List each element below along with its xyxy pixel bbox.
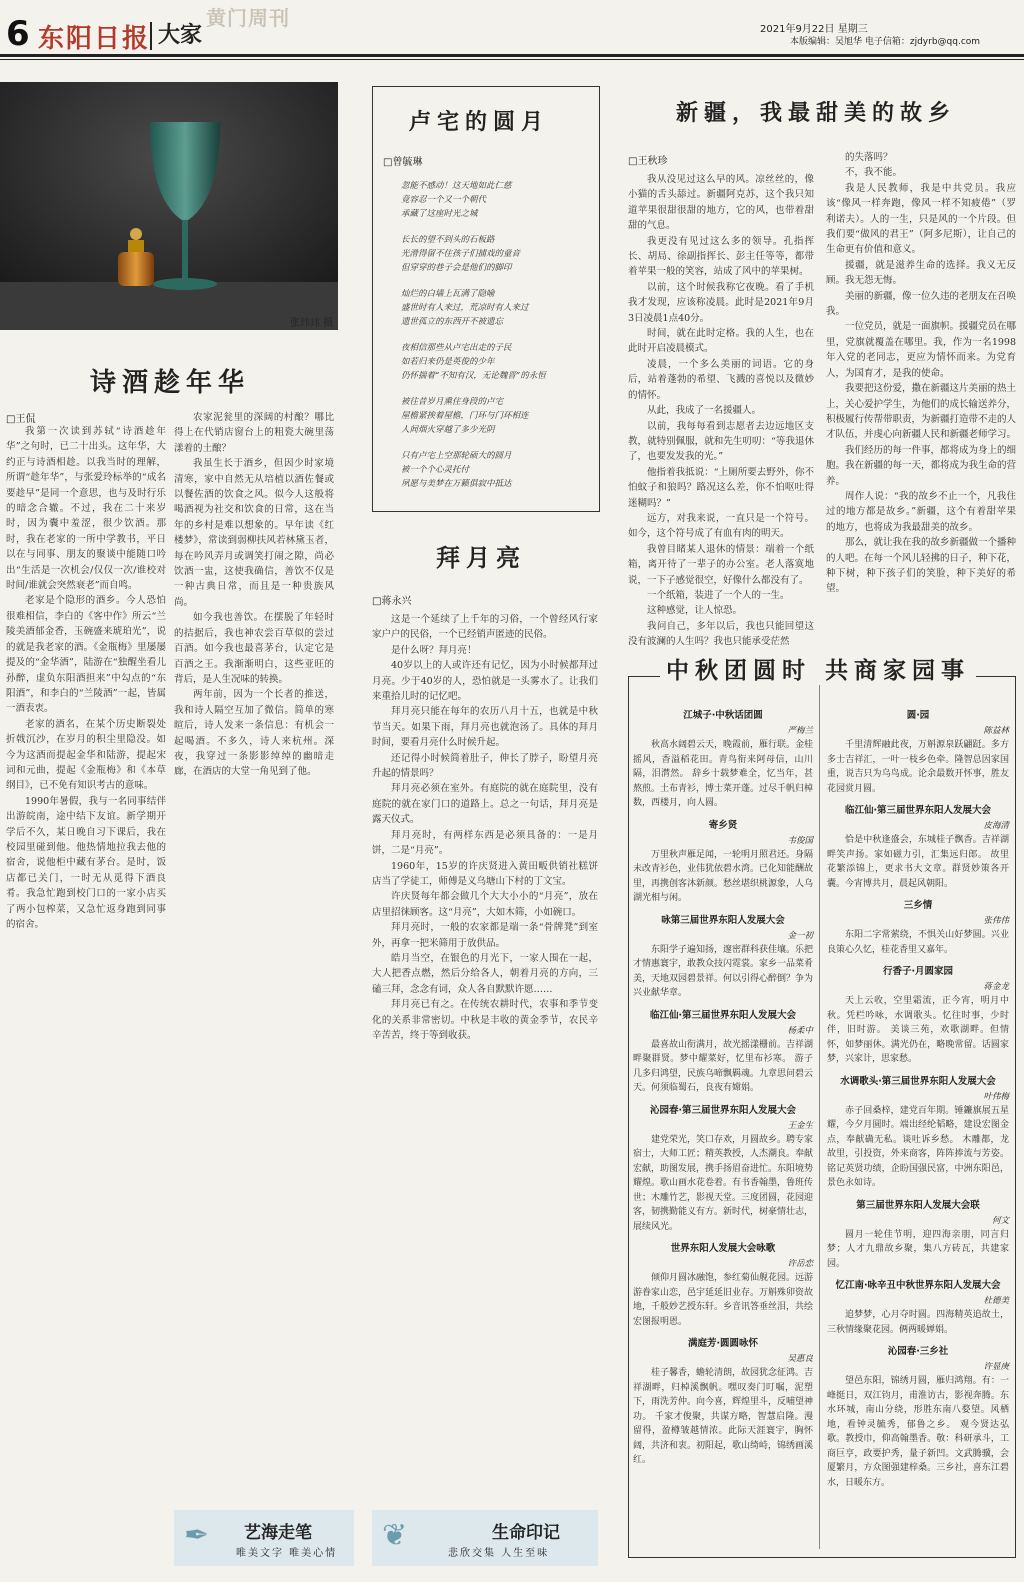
poem-text: 恰是中秋逢盛会，东城桂子飘香。吉祥湖畔笑声扬。家如磁力引，汇集远归郎。 故里花繁添锦上，更求书大文章。群贤妙策各开囊。今宵博共月，晨起风朝阳。	[827, 835, 1009, 889]
page-header	[0, 0, 1024, 62]
banner-slogan: 悲欣交集 人生至味	[448, 1548, 550, 1559]
article-body-col1	[628, 172, 814, 648]
festival-poems-box	[628, 676, 1016, 1558]
poem-heading: 圆·园	[906, 710, 930, 721]
poem-heading: 世界东阳人发展大会咏歌	[670, 1243, 776, 1254]
poem-author: 杨柔中	[787, 1025, 813, 1036]
paragraph: 这种感觉，让人惊恐。	[647, 605, 743, 617]
article-body-col2	[174, 410, 334, 1500]
poem-author: 许显庚	[983, 1362, 1009, 1372]
poem-text: 倾仰月圆冰融饱，参红菊仙舰花园。远游游眷家山恋，邑宇延延旧业存。万斛殊卯资故地，千般妙艺授东轩。乡音讯答垂丝泪，共绘宏图报明恩。	[633, 1273, 814, 1327]
paragraph: 我们经历的每一件事，都将成为身上的细胞。我在新疆的每一天，都将成为我生命的营养。	[826, 444, 1017, 487]
poem-text: 东阳学子遍知扬，邃密群科获佳壤。乐把才情惠寰宇，敢教众技闪霓裳。家乡一品菜肴美，天地双园碧景祥。何以引得心醉倒？争为兴业献华章。	[633, 944, 814, 998]
paragraph: 如今我也善饮。在摆脱了年轻时的拮据后，我也神农尝百草似的尝过百酒。如今我也最喜茅台，认定它是百酒之王。我渐渐明白，这些亚旺的背后，是人生况味的转换。	[174, 612, 334, 685]
poem-heading: 满庭芳·圆圆咏怀	[687, 1338, 759, 1349]
poem-author: 许岳恋	[787, 1259, 813, 1269]
article-body-col2	[826, 150, 1016, 634]
paragraph: 以前，我每每看到志愿者去边远地区支教，就特别佩服，就和先生叨叨：“等我退休了，也要发发我的光。”	[628, 420, 814, 463]
poem-text: 东阳二字常萦绕，不惧关山好梦圆。兴业良策心久忆，桂花香里又嘉年。	[827, 930, 1009, 955]
poem-heading: 第三届世界东阳人发展大会联	[856, 1199, 980, 1211]
poem-heading: 江城子·中秋话团圆	[683, 710, 763, 721]
byline: □蒋永兴	[372, 596, 412, 607]
paragraph: 的失落吗？	[845, 152, 893, 163]
paragraph: 以前，这个时候我称它夜晚。看了手机我才发现，应该称凌晨。此时是2021年9月3日凌晨1点40分。	[628, 281, 814, 324]
poem-heading: 沁园春·第三届世界东阳人发展大会	[649, 1104, 797, 1116]
poem-line: 被一个个心灵托付	[401, 465, 470, 475]
header-rule	[0, 54, 1024, 57]
banner-title: 生命印记	[492, 1523, 560, 1543]
article-title: 拜月亮	[436, 543, 526, 572]
poem-author: 陈益林	[983, 726, 1009, 736]
paragraph: 我更没有见过这么多的领导。孔指挥长、胡局、徐副指挥长、彭主任等等，都带着苹果一般的笑容，站成了风中的苹果树。	[628, 235, 814, 278]
festival-title: 中秋团圆时 共商家园事	[660, 652, 976, 685]
leaf-icon: ❦	[382, 1518, 408, 1553]
poem-text: 最喜故山衔满月，故光摇漾栅前。吉祥湖畔聚群贤。梦中耀菜好，忆里布衫寒。 游子几多归鸿望，民族乌啼飘羁魂。九章思问碧云天。何须临蜀石，良夜有嫦娟。	[633, 1039, 814, 1093]
poem-box	[372, 86, 600, 512]
poem-line: 屋檐紧挨着屋檐，门环与门环相连	[401, 411, 529, 421]
poem-heading: 忆江南·咏辛丑中秋世界东阳人发展大会	[835, 1280, 1001, 1291]
poem-line: 遗世孤立的东西开不被遗忘	[401, 317, 504, 327]
poem-heading: 水调歌头·第三届世界东阳人发展大会	[840, 1075, 996, 1087]
issue-date: 2021年9月22日 星期三	[760, 24, 868, 35]
poem-line: 忽能不感动！这天地如此仁慈	[401, 181, 512, 191]
poem-line: 长长的望不到头的石板路	[401, 235, 495, 245]
editor-line: 本版编辑：吴旭华 电子信箱：zjdyrb@qq.com	[790, 37, 981, 47]
poem-author: 叶伟梅	[983, 1091, 1009, 1102]
poem-text: 千里清辉融此夜，万斛源泉跃翩跹。多方多士吉祥汇，一叶一枝乡色牵。隆智总因家国重，说吉只为乌鸟成。论余最数开怀事，胜友花园赏月圆。	[827, 740, 1009, 794]
byline: □王侃	[6, 414, 36, 425]
paragraph: 农家泥瓮里的深阔的村酿？哪比得上在代销店窗台上的粗瓷大碗里荡漾着的土酿？	[174, 412, 334, 454]
poem-text: 万里秋声雁足闻，一轮明月照君还。身隔未改青衫色，业伟犹依碧水湾。已化知能酬故里，再携创客沐新颜。愁丝堪织桃源象，人乌湖光相与闲。	[633, 849, 814, 903]
article-title: 诗酒趁年华	[90, 368, 251, 398]
paragraph: 美丽的新疆，像一位久违的老朋友在召唤我。	[826, 290, 1017, 318]
poem-text: 秋高水阔碧云天，晚霞前，雁行联。金桂摇风，香溢稻花田。青鸟衔来阿母信，山川隔，泪潸然。 辞乡十载梦难全，忆当年，甚熬煎。土布青衫，博士菜开蓬。过尽千帆归棹数，西楼月，向人圆。	[633, 740, 814, 808]
section-name: 大家	[158, 23, 203, 48]
poem-text: 天上云收，空里霜流，正今宵，明月中秋。凭栏吟咏，水调歌头。忆往时事，少时伴，旧时游。 美谈三苑，欢歌湖畔。但情怀，如梦丽休。满光仍在，略晚常留。话圆家梦，兴家计，思家愁。	[827, 996, 1009, 1064]
page-number: 6	[6, 14, 30, 54]
pen-icon: ✒	[184, 1518, 210, 1553]
column-banner-life	[372, 1510, 598, 1566]
poem-heading: 三乡情	[903, 900, 933, 911]
poem-author: 张伟伟	[983, 916, 1009, 926]
poem-heading: 临江仙·第三届世界东阳人发展大会	[649, 1009, 797, 1021]
banner-title: 艺海走笔	[244, 1523, 312, 1543]
poem-author: 严梅兰	[787, 726, 813, 736]
column-name: 黄门周刊	[206, 6, 290, 30]
poem-line: 夙愿与美梦在万籁俱寂中抵达	[401, 479, 512, 489]
paragraph: 时间，就在此时定格。我的人生，也在此时开启凌晨模式。	[628, 328, 814, 355]
paragraph: 凌晨，一个多么美丽的词语。它的身后，站着蓬勃的希望、飞溅的喜悦以及微妙的情怀。	[628, 358, 814, 401]
paragraph: 拜月亮时，一般的农家都是端一条“骨牌凳”到室外，再拿一把米筛用于放供品。	[372, 922, 598, 949]
wine-glass-image	[0, 82, 338, 330]
column-banner-art	[174, 1510, 354, 1566]
paragraph: 我从没见过这么早的风。凉丝丝的，像小猫的舌头舔过。新疆阿克苏，这个我只知道苹果很甜很甜的地方，它的风，也带着甜甜的气息。	[628, 174, 814, 232]
poem-heading: 行香子·月圆家园	[882, 966, 954, 977]
paragraph: 许庆贤每年都会做几个大大小小的“月亮”，放在店里招徕顾客。这“月亮”，大如木筛，小如碗口。	[372, 891, 598, 918]
poem-line: 光滑得留不住孩子们捕戏的童音	[401, 249, 521, 259]
paragraph: 不，我不能。	[845, 167, 903, 179]
column-divider	[819, 683, 820, 1549]
paragraph: 那么，就让我在我的故乡新疆做一个播种的人吧。在每一个风儿轻拂的日子，种下花，种下树，种下孩子们的笑脸，种下美好的希望。	[826, 537, 1017, 595]
paragraph: 他指着我抵说：“上厕所要去野外，你不怕蚊子和狼吗？路况这么差，你不怕呕吐得迷糊吗？”	[628, 466, 814, 509]
poem-line: 竟容忍一个又一个朝代	[401, 195, 487, 205]
poem-title: 卢宅的圆月	[409, 109, 550, 135]
paragraph: 周作人说：“我的故乡不止一个，凡我住过的地方都是故乡。”新疆，这个有着甜苹果的地方，也将成为我最甜美的故乡。	[826, 490, 1016, 533]
paragraph: 一个纸箱，装进了一个人的一生。	[647, 589, 790, 601]
paragraph: 老家的酒名，在某个历史断裂处折戟沉沙，在岁月的积尘里隐没。如今为这酒而提起金华和陆游，提起宋词和元曲，提起《金瓶梅》和《本草纲目》，已不免有知识考古的意味。	[6, 718, 166, 792]
newspaper-name: 东阳日报	[38, 24, 151, 54]
paragraph: 我问自己，多年以后，我也只能回望这没有波澜的人生吗？我也只能承受茫然	[628, 620, 814, 648]
paragraph: 拜月亮已有之。在传统农耕时代，农事和季节变化的关系非常密切。中秋是丰收的黄金季节，农民辛辛苦苦，终于等到收获。	[372, 999, 598, 1041]
byline: □曾毓琳	[383, 157, 423, 168]
paragraph: 拜月亮只能在每年的农历八月十五，也就是中秋节当天。如果下雨，拜月亮也就泡汤了。具体的拜月时间，要看月亮什么时候升起。	[372, 706, 598, 749]
poem-text: 建党荣光，笑口存欢，月圆故乡。聘专家宿士，大师工匠；精英教授，人杰潮良。奉献宏献，助图发展，携手扬眉奋进忙。东阳境势耀煌。歌山画水花卷着。有书香翰墨，鲁班传世；木雕竹艺，影视天堂。三度团圆，花园迎客，韧携勤能义有方。新时代，树豪情壮志，展续风光。	[633, 1134, 814, 1232]
poem-text: 望邑东阳，锦绣月圆，雁归鸿翔。有：一峰挺日，双江钧月，甫淮访古，影视奔腾。东水环城，南山分绕，形胜东南八婺望。风栖地，看钟灵毓秀，郁鲁之乡。 观今贤达弘歌。教授巾，仰高翰墨香。敬：科研承斗，工商巨亨，政要护秀，量子新凹。文武腾骥，会厦繁月，方众图强建梓桑。三乡社，喜东江碧水，日暖东方。	[827, 1376, 1009, 1488]
paragraph: 是什么呀？拜月亮！	[391, 644, 477, 656]
poem-line: 被往昔岁月熏住身段的卢宅	[401, 397, 504, 407]
poem-line: 夜相信那些从卢宅出走的子民	[401, 343, 512, 353]
paragraph: 老家是个隐形的酒乡。今人恐怕很难相信，李白的《客中作》所云“兰陵美酒郁金香，玉碗盛来琥珀光”，说的就是我老家的酒。《金瓶梅》里屡屡提及的“金华酒”，陆游在“独醒坐看儿孙醉，虚负东阳酒担来”中勾点的“东阳酒”，和李白的“兰陵酒”一起，皆属一酒表衷。	[6, 595, 166, 715]
paragraph: 两年前，因为一个长者的推送，我和诗人隔空互加了微信。简单的寒暄后，诗人发来一条信息：有机会一起喝酒。不多久，诗人来杭州。深夜，我穿过一条影影绰绰的幽暗走廊，在酒店的大堂一角见到了他。	[174, 689, 334, 778]
poem-line: 但穿穿的巷子会是他们的脚印	[401, 263, 512, 273]
poem-line: 盛世时有人来过，荒凉时有人来过	[401, 303, 529, 313]
paragraph: 一位党员，就是一面旗帜。援疆党员在哪里，党旗就覆盖在哪里。我，作为一名1998年入党的老同志，更应为情怀而来。为党育人，为国育才，是我的使命。	[826, 321, 1017, 379]
header-rule-thin	[0, 59, 1024, 60]
header-divider	[150, 22, 152, 50]
paragraph: 1960年，15岁的许庆贤进入黄田畈供销社糕饼店当了学徒工，师傅是义乌塘山下村的丁文宝。	[372, 860, 598, 887]
poem-text: 圆月一轮佳节明，迎四海亲朋，同言归梦；人才九鼎故乡聚，集八方砖瓦，共建家园。	[827, 1229, 1009, 1269]
paragraph: 我虽生长于酒乡，但因少时家境清寒，家中自然无从培植以酒佐餐或以餐佐酒的饮食之风。似今人这般将喝酒视为社交和饮食的日常，这在当年的乡村是难以想象的。早年读《红楼梦》，常读到弱柳扶风若林黛玉者，每在吟风弄月或调笑打闹之隙，尚必饮酒一盅，这使我确信，善饮不仅是一种古典日常，而且是一种贵族风尚。	[174, 458, 334, 608]
article-title: 新疆，我最甜美的故乡	[676, 100, 957, 126]
paragraph: 远方，对我来说，一直只是一个符号。如今，这个符号成了有血有肉的明天。	[628, 512, 814, 540]
festival-col-a	[629, 677, 817, 1555]
paragraph: 还记得小时候简着肚子，伸长了脖子，盼望月亮升起的情景吗？	[372, 752, 598, 780]
poem-heading: 寄乡贤	[708, 819, 738, 831]
poem-line: 如若归来仍是英俊的少年	[401, 357, 495, 367]
byline: □王秋珍	[628, 156, 668, 167]
paragraph: 我是人民教师，我是中共党员。我应该“像风一样奔跑，像风一样不知疲倦”（罗利诺夫）。人的一生，只是风的一个片段。但我们要“做风的君王”（阿多尼斯），让自己的生命更有价值和意义。	[826, 182, 1016, 256]
poem-author: 杜德美	[983, 1296, 1009, 1306]
poem-text: 赤子回桑梓，建党百年期。锤鐮旗展五星耀，今夕月圆时。端出经纶韬略，建设宏图金点，奉献确无私。谈吐诉乡愁。 木雕都，龙故里，引投资，外来商客，阵阵捧流与芳姿。铭记英贤功绩，企盼国强民富，中洲东阳邑，景色永如诗。	[827, 1105, 1009, 1188]
poem-author: 王金生	[787, 1120, 813, 1131]
poem-text: 桂子馨香，蟾轮清朗，故园犹念征鸿。吉祥湖畔，归棹溪飘帆。嘿叹奏门叮嘱，泥塑下，雨洗芳仲。向今喜，辉煌里斗，反哺望神功。 千家才俊聚，共谋方略，智慧启隆。漫留得，盈樽皱越情浓。此际天涯寰宇，胸怀阔，共济和衷。初阳起，歌山绮峙，锦绣画溪红。	[633, 1368, 814, 1465]
poem-heading: 咏第三届世界东阳人发展大会	[661, 914, 785, 926]
poem-line: 灿烂的白墙上瓦满了隐喻	[401, 289, 495, 299]
poem-body	[401, 179, 591, 491]
paragraph: 40岁以上的人或许还有记忆，因为小时候都拜过月亮。少于40岁的人，恐怕就是一头雾水了。让我们来重拾儿时的记忆吧。	[372, 660, 598, 703]
poem-heading: 临江仙·第三届世界东阳人发展大会	[844, 805, 992, 816]
photo-credit: 张玮玮 摄	[290, 318, 334, 329]
poem-line: 仍怀揣着“不知有汉，无论魏晋”的永恒	[401, 371, 546, 381]
poem-author: 皮海清	[983, 821, 1009, 831]
paragraph: 我要把这份爱，撒在新疆这片美丽的热土上，关心爱护学生，为他们的成长输送养分，积极履行传帮带职责，为新疆打造带不走的人才队伍，并虔心向新疆人民和新疆老师学习。	[826, 383, 1017, 441]
poem-line: 人间烟火穿越了多少光阴	[401, 425, 495, 435]
poem-author: 金一初	[787, 930, 813, 941]
paragraph: 拜月亮时，有两样东西是必须具备的：一是月饼，二是“月亮”。	[372, 829, 598, 857]
paragraph: 这是一个延续了上千年的习俗，一个曾经风行家家户户的民俗，一个已经销声匿迹的民俗。	[372, 614, 598, 641]
poem-author: 何文	[991, 1215, 1009, 1226]
poem-text: 追梦梦，心月夺时圆。四海精英追故土，三秋情缘聚花园。俩两暖婵娟。	[827, 1310, 1009, 1335]
banner-slogan: 唯美文字 唯美心情	[236, 1548, 338, 1559]
paragraph: 援疆，就是滋养生命的选择。我义无反顾。我无怨无悔。	[826, 259, 1016, 287]
poem-author: 吴惠良	[787, 1354, 813, 1364]
poem-author: 韦俊国	[787, 835, 813, 846]
article-body	[372, 612, 598, 1502]
paragraph: 从此，我成了一名援疆人。	[647, 405, 762, 417]
poem-heading: 沁园春·三乡社	[887, 1346, 949, 1357]
paragraph: 皓月当空，在银色的月光下，一家人围在一起，大人把香点燃，然后分给各人，朝着月亮的方向，三磕三拜，念念有词，众人各自默默许愿……	[372, 952, 598, 995]
poem-author: 蒋金龙	[983, 982, 1009, 992]
paragraph: 我曾目睹某人退休的情景：端着一个纸箱，离开待了一辈子的办公室。老人落寞地说，一下子感觉很空，好像什么都没有了。	[628, 543, 814, 586]
poem-line: 只有卢宅上空那轮硕大的圆月	[401, 451, 512, 461]
article-body-col1	[6, 424, 166, 1574]
paragraph: 我第一次读到苏轼“诗酒趁年华”之句时，已二十出头。这年华，大约正与诗酒相趁。以我当时的理解，所谓“趁年华”，与张爱玲标举的“成名要趁早”是同一个意思，也与及时行乐的暗念合辙。不过，我在二十来岁时，因为囊中羞涩，很少饮酒。那时，我在老家的一所中学教书，平日以在与同事、朋友的聚谈中能随口吟出“生活是一次机会/仅仅一次/谁校对时间/谁就会突然衰老”而自鸣。	[6, 426, 166, 592]
festival-col-b	[823, 677, 1013, 1555]
paragraph: 1990年暑假，我与一名同事结伴出游皖南，途中结下友谊。新学期开学后不久，某日晚自习下课后，我在校园里碰到他。他热情地拉我去他的宿舍，说他柜中藏有茅台。是时，饭店都已关门，一时无从觅得下酒良肴。我急忙跑到校门口的一家小店买了两小包榨菜，又急忙返身跑到同事的宿舍。	[6, 795, 166, 930]
still-life-photo	[0, 82, 338, 330]
poem-line: 承藏了这座时光之城	[401, 209, 478, 219]
paragraph: 拜月亮必须在室外。有庭院的就在庭院里，没有庭院的就在家门口的道路上。总之一句话，拜月亮是露天仪式。	[372, 783, 598, 826]
